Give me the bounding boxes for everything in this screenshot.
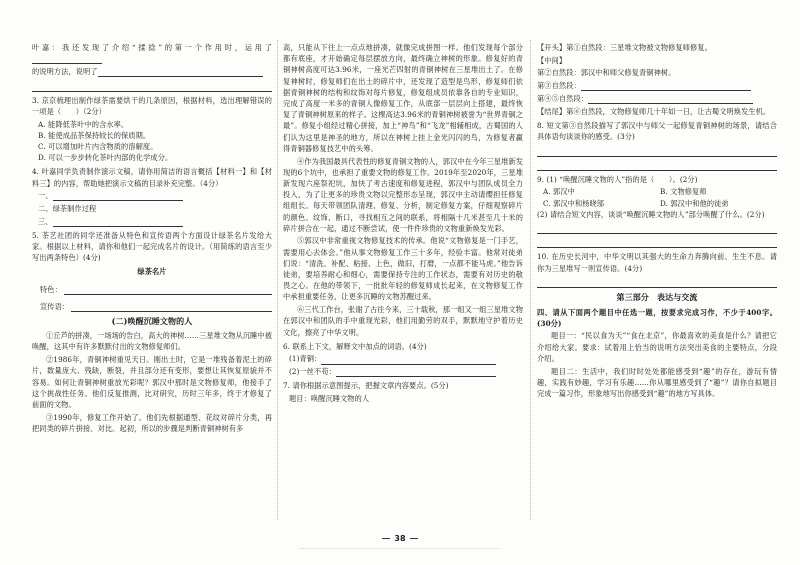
q3-option-a[interactable]: A. 能降低茶叶中的含水率。 [38,119,129,129]
column-right [537,42,777,401]
q6-item-2-label: (2)一丝不苟： [289,367,336,377]
q9-option-d[interactable]: D. 郭汉中和他的徒弟 [660,198,729,208]
passage-para-4: ④作为我国最具代表性的修复青铜文物的人，郭汉中在今年三星堆新发现的6个坑中，也承担了重要文物的修复工作。2019年至2020年，三星堆新发现六座祭祀坑，加快了考古速度和修复进程，郭汉中与团队成员全力投入，为了让更多的珍贵文物以完整形态呈现，郭汉中主动请缨担任修复组组长。每天带领团队清理、修复、分析，制定修复方案，仔细观察碎片的颜色、纹饰、断口，寻找相互之间的联系，将相隔十几米甚至几十米的碎片拼合在一起，通过不断尝试，使一件件珍贵的文物重新焕发光彩。 [283,156,523,233]
q4-item-3 [32,216,272,227]
question-9-2: (2) 请结合短文内容，谈谈“唤醒沉睡文物的人”部分唤醒了什么。(2分) [537,209,765,219]
outline-line-2: 【中间】 [537,55,567,65]
card-slogan-field [32,301,272,312]
q9-options-row-1 [537,186,777,197]
q6-item-2 [283,366,523,377]
passage-para-6: ⑥三代工作台，张谢了古往今来，三十载秋，那一组又一组三星堆文物在郭汉中和团队的手中重现光彩，他们用勤劳的双手，默默地守护着历史文化，擦亮了中华文明。 [283,305,523,337]
card-feature-field [32,284,272,295]
card-feature-label: 特色： [40,284,62,294]
writing-topic-1: 题目一：“民以食为天”“食在北京”，你最喜欢的美食是什么？请把它介绍给大家。要求：试着用上恰当的说明方法突出美食的主要特点，分段介绍。 [537,331,777,363]
answer-line[interactable] [537,221,777,234]
column-left [32,42,272,436]
question-3: 3. 京京梳理出制作绿茶需要烘干的几条原因，根据材料，选出理解错误的一项是（ ）（2分） [32,95,272,116]
question-10: 10. 在历史长河中，中华文明以其强大的生命力奔腾向前、生生不息。请你为三星堆写一则宣传语。(4分) [537,252,777,273]
q4-item-2: 二、绿茶制作过程 [38,203,97,213]
outline-line-5 [537,93,777,104]
q9-options-row-2 [537,198,777,209]
q2-tail2 [32,66,272,77]
q4-item-1-label: 一、 [38,191,53,201]
passage-para-2: ②1986年，青铜神树重见天日。刚出土时，它是一堆残备着泥土的碎片，数量庞大、残缺，断裂，并且部分还有变形，要想让其恢复原貌并不容易。如何让青铜神树重放光彩呢？郭汉中那时是文物修复师，他接手了这个挑战性任务。他们反复推测，比对研究，历时三年多，终于才修复了前面的文物。 [32,355,272,409]
answer-line[interactable] [98,68,263,77]
answer-line[interactable] [588,95,753,104]
q7-subtitle: 题目：唤醒沉睡文物的人 [289,394,370,404]
answer-line[interactable] [53,218,183,227]
question-8: 8. 短文第③自然段描写了郭汉中与师父一起修复青铜神树的场景，请结合具体语句谈谈你的感受。(3分) [537,120,777,141]
outline-line-1: 【开头】第①自然段：三星堆文物被文物修复师修复。 [537,43,712,52]
q6-item-1 [283,353,523,364]
outline-line-3: 第②自然段：郭汉中和师父修复青铜神树。 [537,68,676,78]
answer-line[interactable] [32,79,272,92]
outline-line-4-label: 第③自然段： [537,81,581,91]
outline-line-4 [537,80,777,91]
q3-option-c[interactable]: C. 可以增加叶片内含物质的溶解度。 [38,141,158,151]
answer-line[interactable] [321,356,496,365]
answer-line[interactable] [53,192,183,201]
q9-option-a[interactable]: A. 郭汉中 [543,187,575,197]
passage-para-3: ③1990年，修复工作开始了。他们先根据通型、花纹对碎片分类，再把同类的碎片拼接、对比。起初，所以的步骤是判断青铜神树有多 [32,412,272,433]
answer-line[interactable] [581,82,751,91]
question-6: 6. 联系上下文，解释文中加点的词语。(4分) [283,341,427,351]
passage-para-3-cont: 高，只能从下往上一点点地拼凑，就像完成拼图一样。他们发现每个部分都有底座，才开始确定每层摆放方向，最终确立神树的形象。修复好的青铜神树高度可达3.96米，一座光芒四射的青铜神树在三星堆出土了。在修复神树时，修复师们在出土的碎片中，还发现了造型是鸟形，修复师们依据青铜神树的结构和纹饰对每片修复，修复组成员依靠各自的专业知识，完成了高度一米多的青铜人像修复工作，从底部一层层向上搭建，最终恢复了青铜神树原来的样子。这棵高达3.96米的青铜神树被誉为“世界青铜之最”。修复小组经过精心拼接，加上“神鸟”和“飞龙”相辅相成，古蜀国的人们认为这里是神圣的地方，所以在神树上挂上金光闪闪的鸟，为修复者赢得青铜器修复技艺中的头筹。 [283,43,523,153]
answer-line[interactable] [537,158,777,171]
q4-item-1 [32,190,272,201]
writing-question: 四、请从下面两个题目中任选一题，按要求完成习作，不少于400字。(30分) [537,307,777,328]
column-middle [283,42,523,406]
page-number: 38 [0,533,800,544]
outline-line-6: 【结尾】第⑥自然段，文物修复师几十年如一日，让古蜀文明焕发生机。 [537,106,771,116]
column-divider [277,40,278,520]
section-title: (二)唤醒沉睡文物的人 [111,316,193,327]
q9-option-b[interactable]: B. 文物修复师 [660,187,707,197]
q6-item-1-label: (1)青铜： [289,354,322,364]
question-7: 7. 请你根据示意图提示，把握文章内容要点。(5分) [283,381,449,391]
q2-tail-text: 叶嘉：我还发现了介绍“揉捻”的第一个作用时，运用了 [32,43,272,52]
q3-option-b[interactable]: B. 能使成品茶保持较长的保质期。 [38,130,151,140]
footer-dotted-line [300,548,500,549]
answer-line[interactable] [64,286,272,295]
answer-line[interactable] [32,55,102,64]
question-4: 4. 叶嘉同学负责制作演示文稿，请你用简洁的语言概括【材料一】和【材料三】的内容，帮助她把演示文稿的目录补充完整。（4分） [32,167,272,188]
question-9: 9. (1) “唤醒沉睡文物的人”指的是（ ）。(2分) [537,174,698,184]
passage-para-5: ⑤郭汉中非常重视文物修复技术的传承。他说“文物修复是一门手艺，需要用心去体会。”他从事文物修复工作三十多年，经验丰富。他常对徒弟们说：“清洗、补配、粘接、上色，做旧，打磨，一点都不能马虎。”他告诉徒弟，要培养耐心和细心，需要保持专注的工作状态，需要有对历史的敬畏之心。在他的带领下，一批批年轻的修复师成长起来，在文物修复工作中承担重要任务，让更多沉睡的文物苏醒过来。 [283,236,523,302]
answer-line[interactable] [537,275,777,288]
answer-line[interactable] [336,368,496,377]
q9-option-c[interactable]: C. 郭汉中和杨晓邬 [543,198,605,208]
part-3-title: 第三部分 表达与交流 [616,292,698,303]
q2-tail [32,42,272,64]
q4-item-3-label: 三、 [38,216,53,226]
writing-topic-2: 题目二：生活中，我们时时处处都能感受到“趣”的存在，游玩有情趣，实践有妙趣，学习有乐趣……你从哪里感受到了“趣”？请你自拟题目完成一篇习作，形象地写出你感受到“趣”的地方写具体。 [537,366,777,398]
card-title: 绿茶名片 [137,267,167,277]
question-5: 5. 茶艺社团的同学还准备从特色和宣传语两个方面设计绿茶名片发给大家。根据以上材料，请你和他们一起完成名片的设计。（用简练的语言至少写出两条特色）(4分) [32,230,272,263]
q3-option-d[interactable]: D. 可以一步步转化茶叶内部的化学成分。 [38,153,173,163]
answer-line[interactable] [537,144,777,157]
column-divider [530,40,531,520]
q2-tail2-text: 的说明方法，说明了 [32,66,98,76]
passage-para-1: ①丘芦的拼凑，一场场的告白，高大的神树……三星堆文物从沉睡中被唤醒，这其中有许多默默付出的文物修复师们。 [32,331,272,352]
outline-line-5-label: 第④⑤自然段： [537,93,589,103]
answer-line[interactable] [537,235,777,248]
card-slogan-label: 宣传语： [40,301,70,311]
answer-line[interactable] [71,303,272,312]
